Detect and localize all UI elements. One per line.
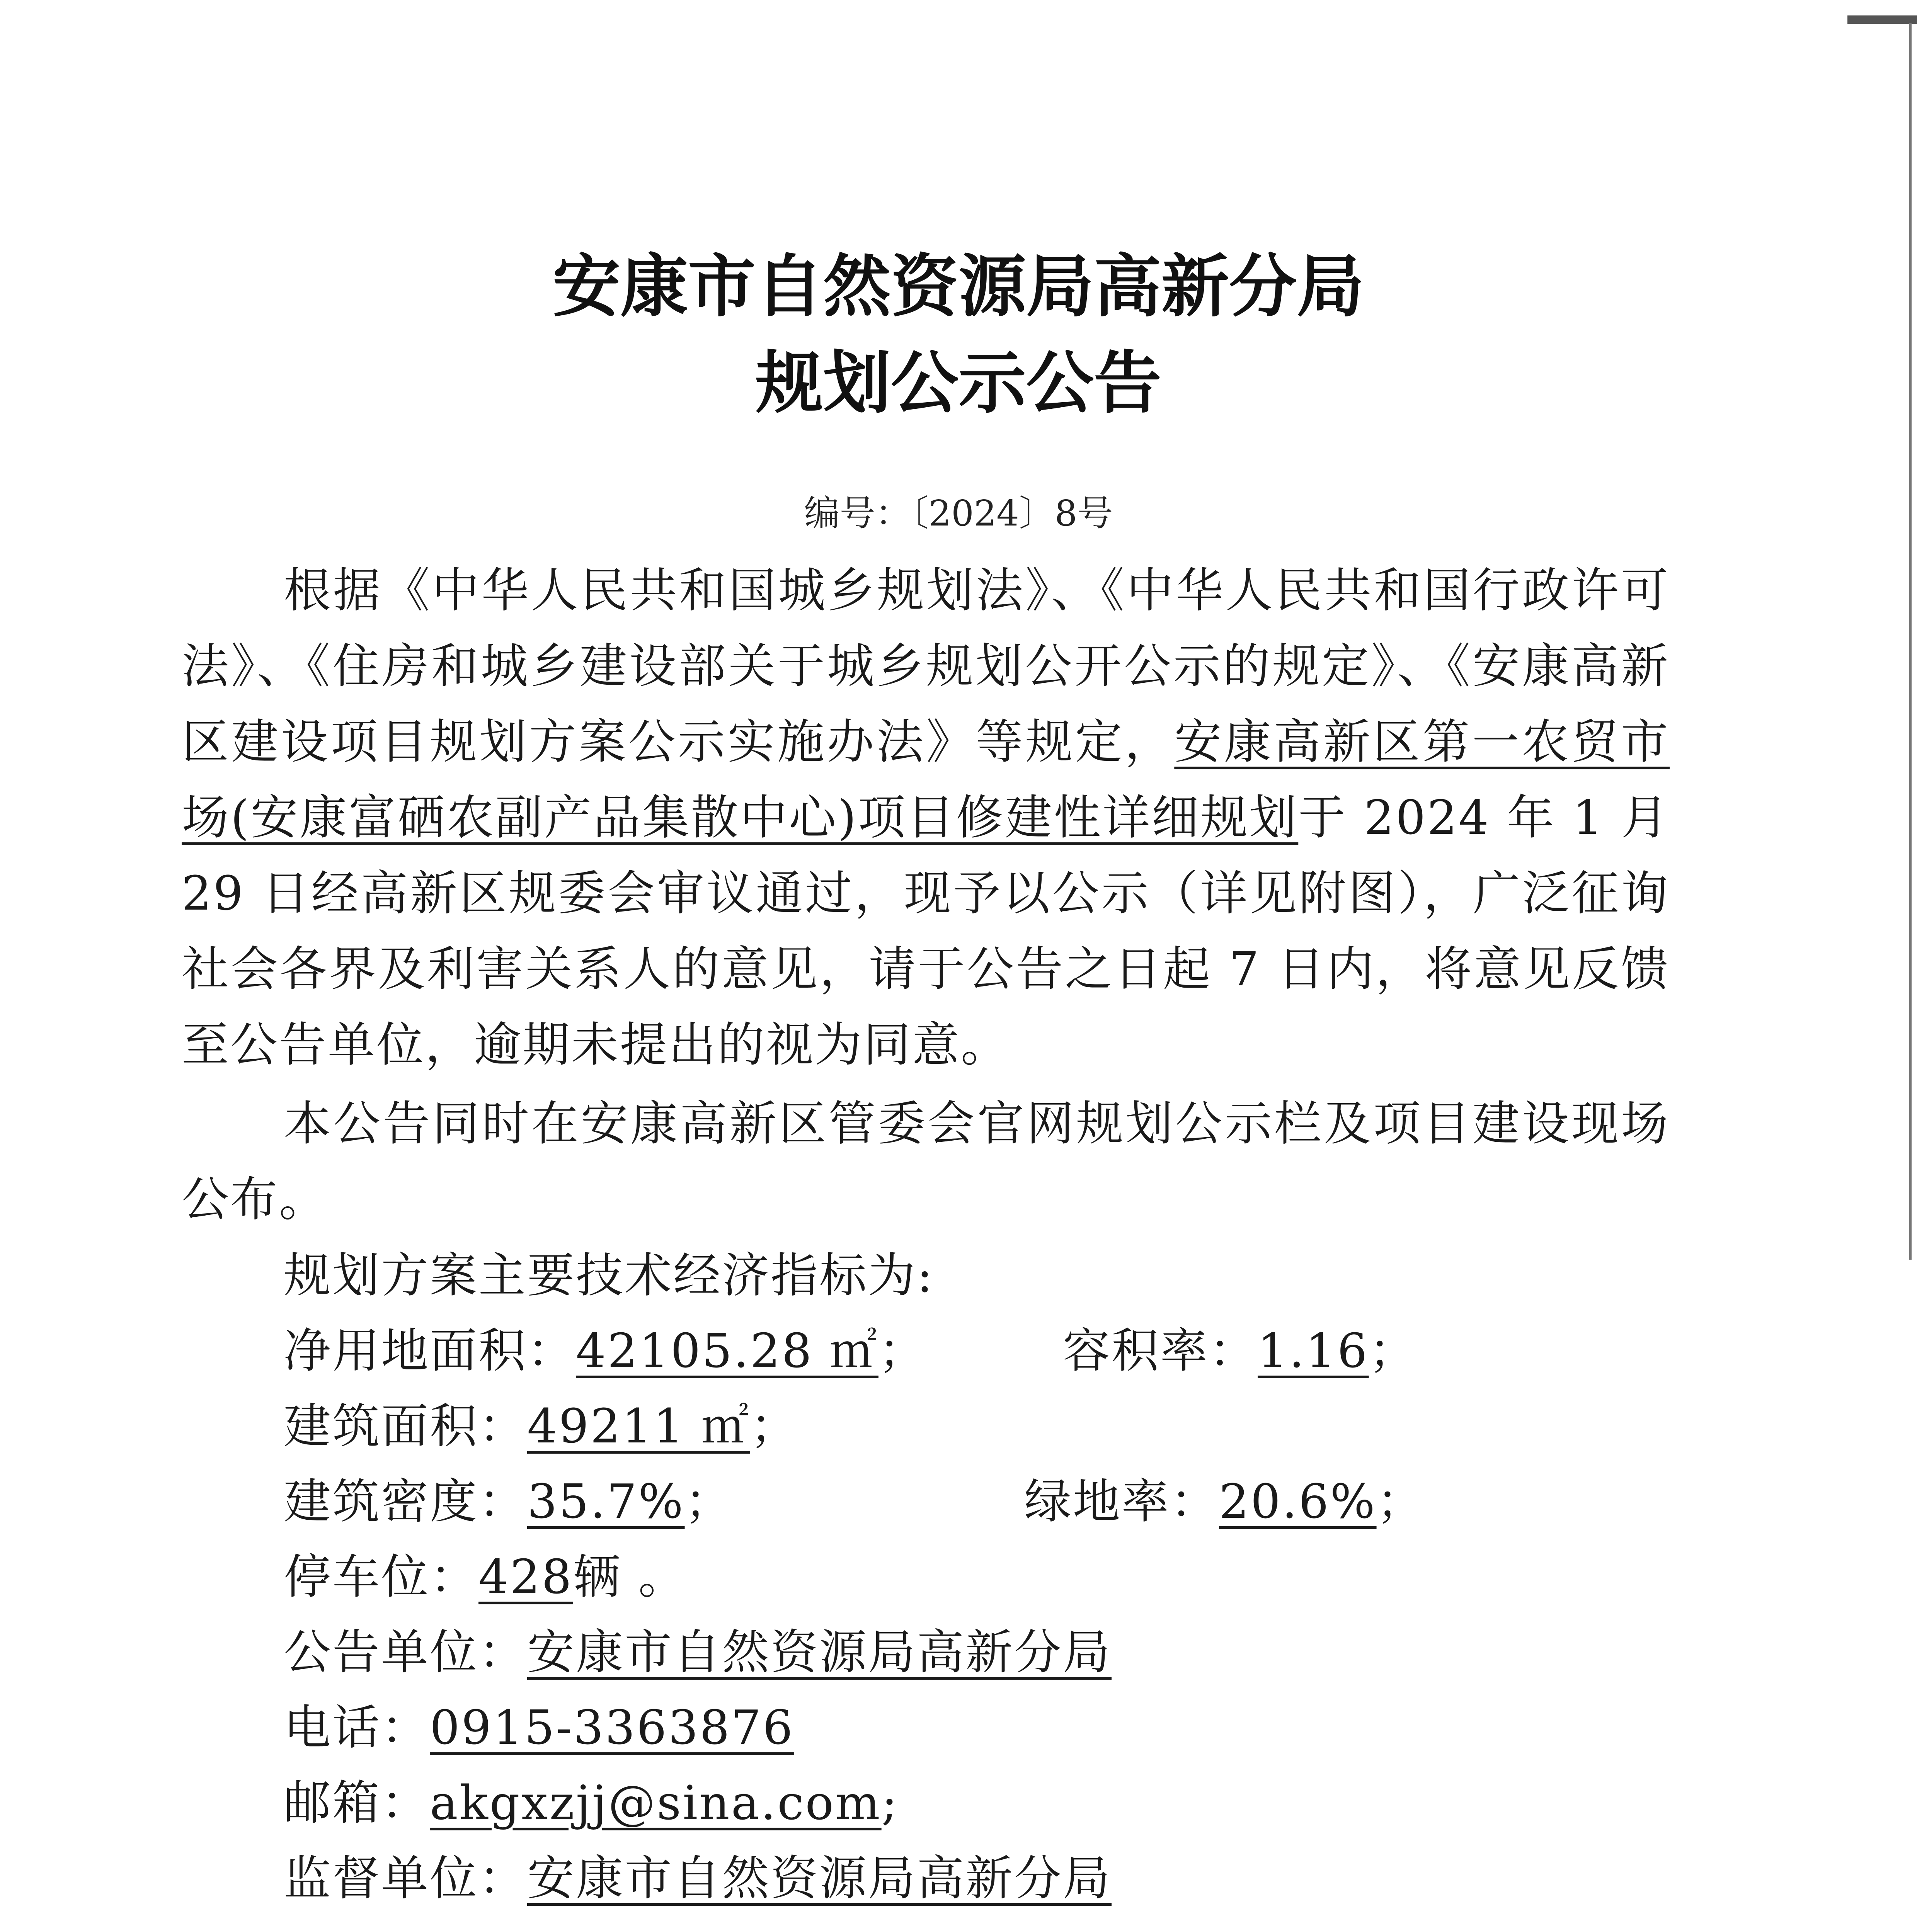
- floor-area-ratio-label: 容积率：: [1063, 1323, 1258, 1378]
- floor-area-ratio-row: [1063, 1323, 1418, 1378]
- paragraph-legal-basis: [182, 553, 1670, 1083]
- parking-row: [284, 1549, 687, 1604]
- email-label: 邮箱：: [284, 1776, 430, 1830]
- building-density-label: 建筑密度：: [284, 1474, 527, 1529]
- supervisor-label: 监督单位：: [284, 1851, 527, 1906]
- separator: ；: [1369, 1323, 1418, 1378]
- indicators-heading: 规划方案主要技术经济指标为:: [284, 1248, 935, 1303]
- separator: ；: [878, 1323, 927, 1378]
- publication-text: 本公告同时在安康高新区管委会官网规划公示栏及项目建设现场公布。: [182, 1096, 1670, 1227]
- building-density-row: [284, 1474, 734, 1529]
- issuer-row: [284, 1625, 1112, 1680]
- phone-row: [284, 1700, 795, 1755]
- email-value: akgxzjj@sina.com: [430, 1776, 882, 1830]
- separator: ；: [750, 1399, 799, 1454]
- scan-mark: [1847, 15, 1917, 24]
- page-title-line2: 规划公示公告: [756, 344, 1161, 423]
- legal-basis-text: 根据《中华人民共和国城乡规划法》、《中华人民共和国行政许可法》、《住房和城乡建设部关于城乡规划公开公示的规定》、《安康高新区建设项目规划方案公示实施办法》等规定，: [182, 563, 1670, 769]
- project-name: 安康高新区第一农贸市场(安康富硒农副产品集散中心)项目修建性详细规划: [182, 714, 1670, 845]
- net-land-area-label: 净用地面积：: [284, 1323, 576, 1378]
- issuer-value: 安康市自然资源局高新分局: [527, 1625, 1112, 1680]
- separator: ；: [1376, 1474, 1425, 1529]
- phone-label: 电话：: [284, 1700, 430, 1755]
- scan-mark: [1909, 23, 1912, 1260]
- building-area-label: 建筑面积：: [284, 1399, 527, 1454]
- parking-value: 428: [478, 1549, 573, 1604]
- parking-unit: 辆: [573, 1549, 622, 1604]
- separator: ；: [684, 1474, 734, 1529]
- issuer-label: 公告单位：: [284, 1625, 527, 1680]
- period: 。: [638, 1549, 687, 1604]
- green-ratio-label: 绿地率：: [1024, 1474, 1219, 1529]
- net-land-area-value: 42105.28 ㎡: [576, 1323, 878, 1378]
- phone-value: 0915-3363876: [430, 1700, 795, 1755]
- email-end: ;: [881, 1776, 899, 1830]
- net-land-area-row: [284, 1323, 927, 1378]
- building-density-value: 35.7%: [527, 1474, 685, 1529]
- document-number: 编号：〔2024〕8号: [804, 493, 1113, 534]
- parking-label: 停车位：: [284, 1549, 478, 1604]
- building-area-row: [284, 1399, 799, 1454]
- green-ratio-value: 20.6%: [1219, 1474, 1377, 1529]
- building-area-value: 49211 ㎡: [527, 1399, 750, 1454]
- supervisor-value: 安康市自然资源局高新分局: [527, 1851, 1112, 1906]
- floor-area-ratio-value: 1.16: [1258, 1323, 1369, 1378]
- approval-text: 于 2024 年 1 月 29 日经高新区规委会审议通过，现予以公示（详见附图），广泛征询社会各界及利害关系人的意见，请于公告之日起 7 日内，将意见反馈至公告单位，逾期未提出的视为同意。: [182, 790, 1670, 1072]
- supervisor-row: [284, 1851, 1112, 1906]
- paragraph-publication: [182, 1086, 1670, 1237]
- email-row: [284, 1776, 899, 1830]
- green-ratio-row: [1024, 1474, 1425, 1529]
- page-title-line1: 安康市自然资源局高新分局: [553, 248, 1364, 326]
